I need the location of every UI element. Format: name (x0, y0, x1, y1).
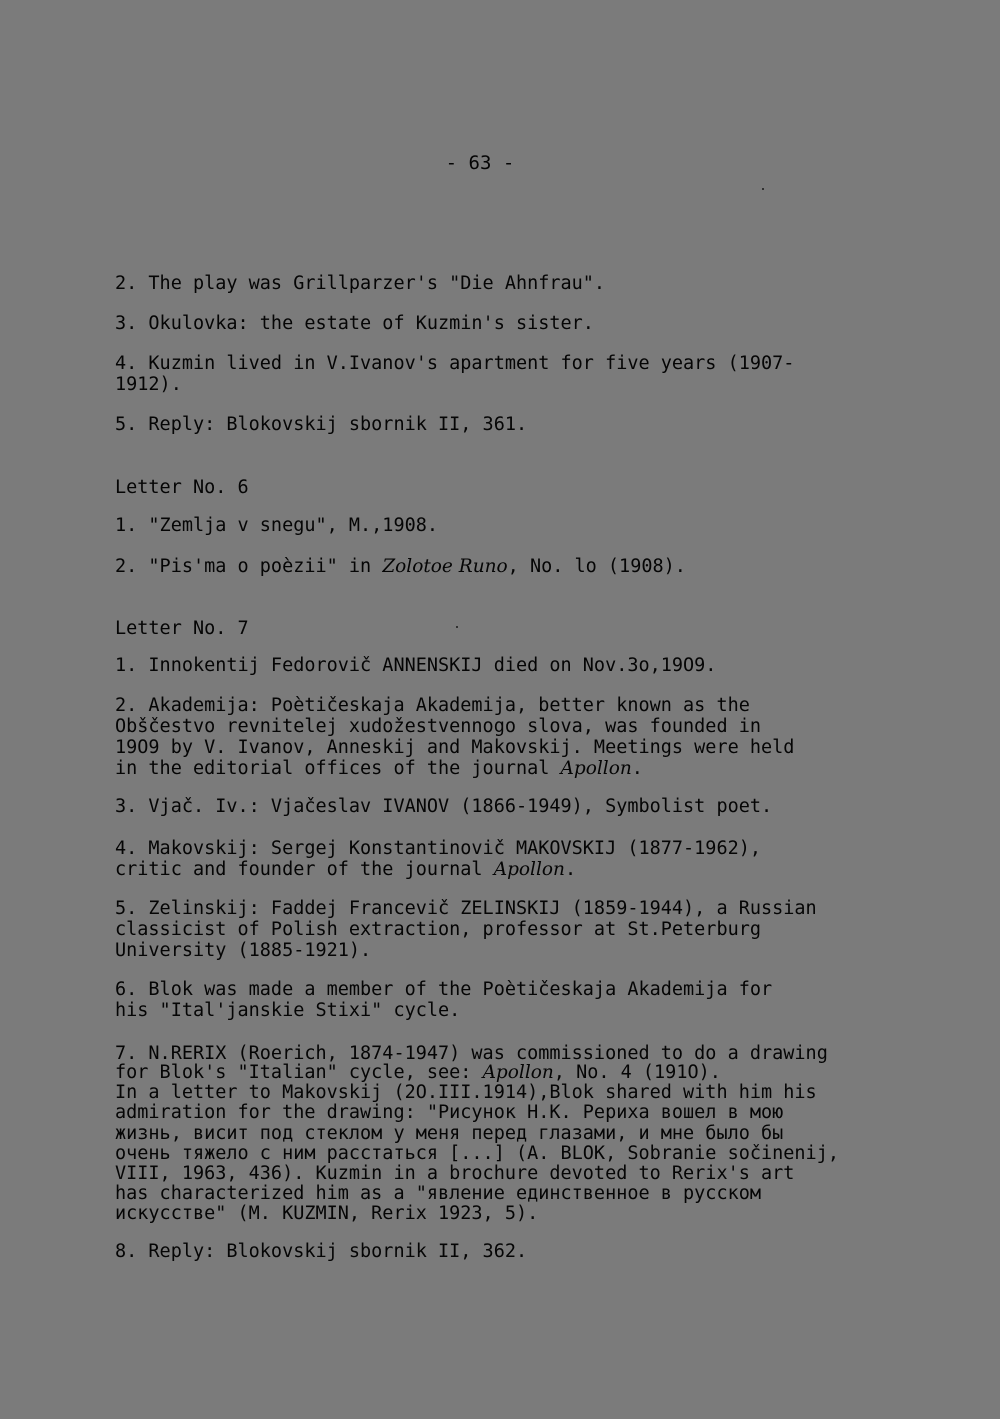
page-number: - 63 - (445, 152, 515, 174)
note-line: 8. Reply: Blokovskij sbornik II, 362. (115, 1241, 528, 1262)
note-line: искусстве" (M. KUZMIN, Rerix 1923, 5). (115, 1203, 539, 1224)
note-line: 3. Vjač. Iv.: Vjačeslav IVANOV (1866-1949), Symbolist poet. (115, 796, 773, 817)
note-line: University (1885-1921). (115, 940, 372, 961)
note-line: 2. The play was Grillparzer's "Die Ahnfrau". (115, 273, 606, 294)
note-line: in the editorial offices of the journal Apollon. (115, 758, 643, 779)
note-line: 5. Reply: Blokovskij sbornik II, 361. (115, 414, 528, 435)
note-line: 19O9 by V. Ivanov, Anneskij and Makovskij. Meetings were held (115, 737, 795, 758)
note-line: 5. Zelinskij: Faddej Francevič ZELINSKIJ (1859-1944), a Russian (115, 898, 817, 919)
note-line: 2. Akademija: Poètičeskaja Akademija, better known as the (115, 695, 750, 716)
speck (456, 626, 458, 628)
note-line: 6. Blok was made a member of the Poètičeskaja Akademija for (115, 979, 773, 1000)
note-line: admiration for the drawing: "Рисунок Н.К. Рериха вошел в мою (115, 1102, 784, 1123)
note-line: 1. "Zemlja v snegu", M.,1908. (115, 515, 439, 536)
section-heading-letter-7: Letter No. 7 (115, 618, 249, 639)
note-line: for Blok's "Italian" cycle, see: Apollon, No. 4 (191O). (115, 1062, 721, 1083)
note-line: 7. N.RERIX (Roerich, 1874-1947) was commissioned to do a drawing (115, 1043, 828, 1064)
speck (762, 188, 764, 190)
note-line: 1912). (115, 374, 182, 395)
note-line: жизнь, висит под стеклом у меня перед глазами, и мне было бы (115, 1123, 784, 1144)
section-heading-letter-6: Letter No. 6 (115, 477, 249, 498)
journal-title: Zolotoe Runo (382, 556, 508, 577)
note-line: critic and founder of the journal Apollon. (115, 859, 577, 880)
note-line: 4. Kuzmin lived in V.Ivanov's apartment for five years (1907- (115, 353, 795, 374)
note-line: 4. Makovskij: Sergej Konstantinovič MAKOVSKIJ (1877-1962), (115, 838, 762, 859)
note-line: classicist of Polish extraction, professor at St.Peterburg (115, 919, 762, 940)
note-line: 2. "Pis'ma o poèzii" in Zolotoe Runo, No. lo (1908). (115, 556, 686, 577)
journal-title: Apollon (560, 758, 632, 779)
note-line: 1. Innokentij Fedorovič ANNENSKIJ died on Nov.3o,19O9. (115, 655, 717, 676)
note-line: In a letter to Makovskij (2O.III.1914),Blok shared with him his (115, 1082, 817, 1103)
note-line: 3. Okulovka: the estate of Kuzmin's sister. (115, 313, 594, 334)
note-line: VIII, 1963, 436). Kuzmin in a brochure devoted to Rerix's art (115, 1163, 795, 1184)
note-line: has characterized him as a "явление единственное в русском (115, 1183, 762, 1204)
note-line: очень тяжело с ним расстаться [...] (A. BLOK, Sobranie sočinenij, (115, 1143, 839, 1164)
journal-title: Apollon (493, 859, 565, 880)
note-line: Obščestvo revnitelej xudožestvennogo slova, was founded in (115, 716, 762, 737)
journal-title: Apollon (482, 1062, 554, 1083)
note-line: his "Ital'janskie Stixi" cycle. (115, 1000, 461, 1021)
